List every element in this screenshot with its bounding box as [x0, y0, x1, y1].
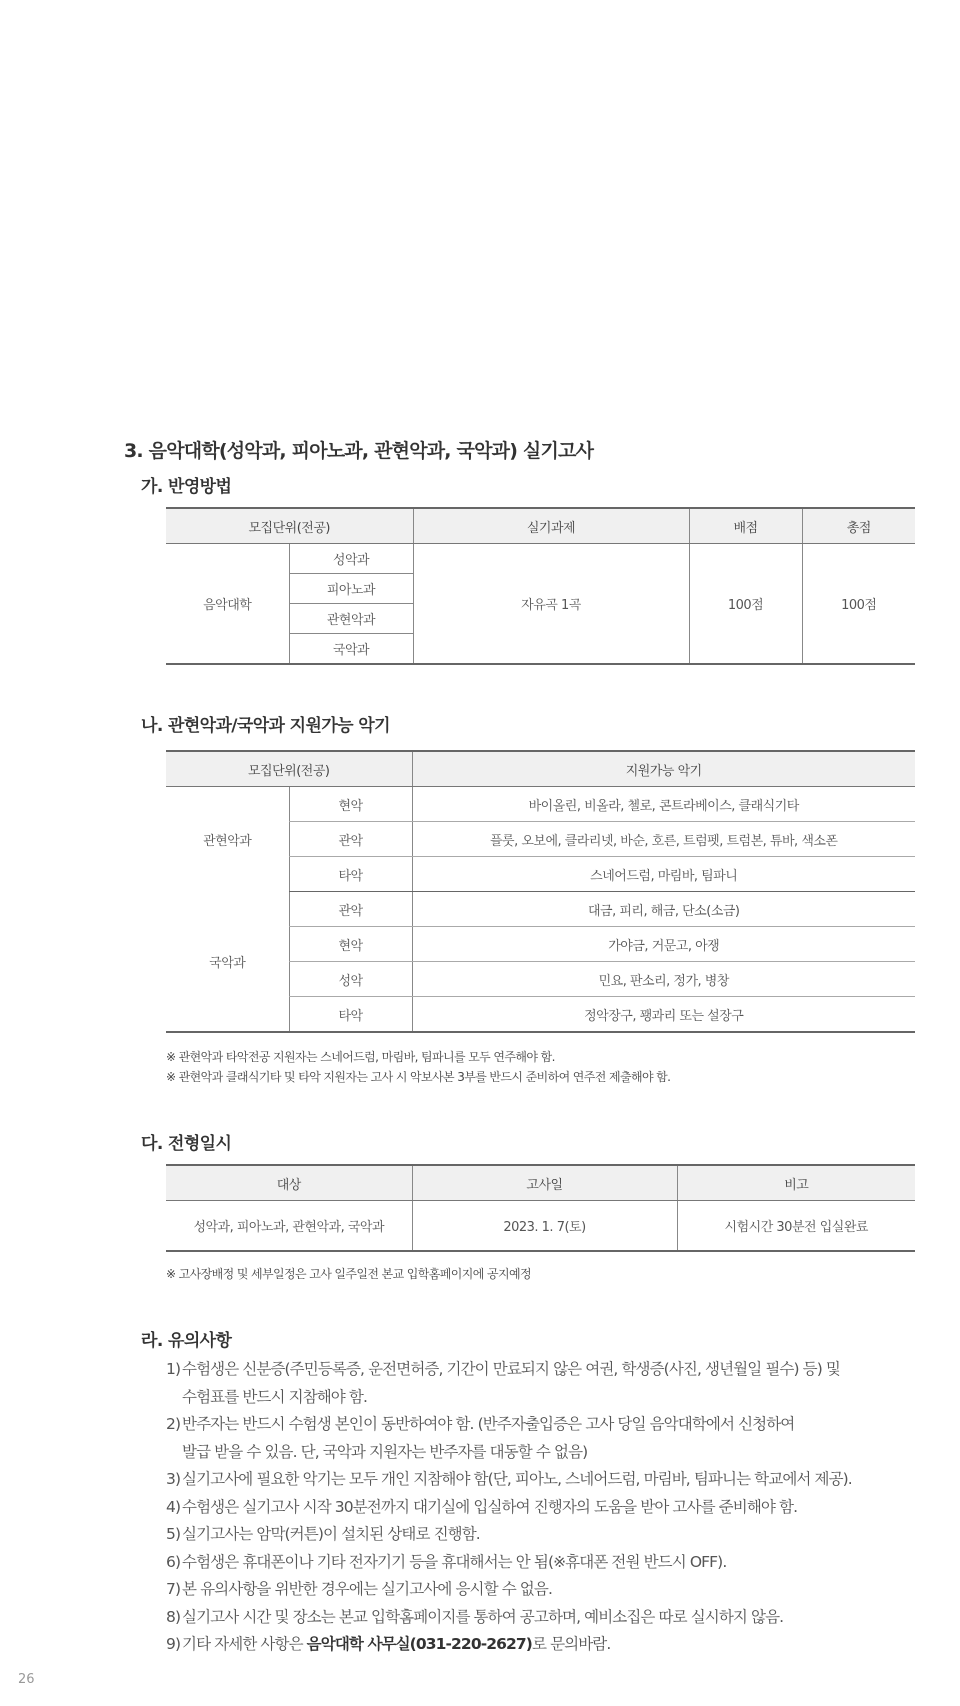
- list-cell: 정악장구, 꽹과리 또는 설장구: [584, 1008, 744, 1024]
- list-item: [166, 1494, 926, 1522]
- list-item: [166, 1604, 926, 1632]
- table-header-row: [166, 1165, 915, 1201]
- item-number: 8): [166, 1607, 181, 1626]
- type-cell: 관악: [289, 822, 412, 857]
- item-number: 2): [166, 1415, 181, 1433]
- cautions-title: 라. 유의사항: [141, 1331, 232, 1351]
- major-cell: 성악과: [289, 544, 413, 574]
- item-number: 1): [166, 1360, 181, 1378]
- caution-list: [166, 1356, 926, 1659]
- total-cell: 100점: [802, 544, 915, 665]
- type-cell: 타악: [289, 857, 412, 892]
- item-text: 실기고사에 필요한 악기는 모두 개인 지참해야 함(단, 피아노, 스네어드럼, 마림바, 팀파니는 학교에서 제공).: [182, 1470, 852, 1488]
- college-cell: 음악대학: [203, 598, 252, 613]
- type-cell: 타악: [289, 997, 412, 1033]
- major-cell: 피아노과: [289, 574, 413, 604]
- type-cell: 성악: [289, 962, 412, 997]
- list-cell: 바이올린, 비올라, 첼로, 콘트라베이스, 클래식기타: [412, 787, 915, 822]
- instruments-title: 나. 관현악과/국악과 지원가능 악기: [141, 716, 390, 736]
- header-cell: 배점: [689, 508, 802, 544]
- score-cell: 100점: [689, 544, 802, 665]
- header-cell: 모집단위(전공): [166, 751, 412, 787]
- list-item: [166, 1521, 926, 1549]
- item-number: 7): [166, 1580, 181, 1598]
- list-cell: 스네어드럼, 마림바, 팀파니: [412, 857, 915, 892]
- major-cell: 국악과: [289, 634, 413, 665]
- type-cell: 현악: [289, 787, 412, 822]
- dept-cell: 관현악과: [203, 833, 252, 849]
- date-cell: 2023. 1. 7(토): [412, 1201, 677, 1252]
- item-number: 3): [166, 1470, 181, 1488]
- table-header-row: [166, 751, 915, 787]
- item-text: 수험생은 실기고사 시작 30분전까지 대기실에 입실하여 진행자의 도움을 받아 고사를 준비해야 함.: [182, 1497, 798, 1516]
- item-number: 9): [166, 1635, 181, 1653]
- list-cell: 플룻, 오보에, 클라리넷, 바순, 호른, 트럼펫, 트럼본, 튜바, 색소폰: [412, 822, 915, 857]
- item-text-continued: 발급 받을 수 있음. 단, 국악과 지원자는 반주자를 대동할 수 없음): [182, 1442, 588, 1461]
- schedule-note: ※ 고사장배정 및 세부일정은 고사 일주일전 본교 입학홈페이지에 공지예정: [166, 1267, 531, 1281]
- header-cell: 비고: [677, 1165, 915, 1201]
- list-item: [166, 1356, 926, 1411]
- header-cell: 실기과제: [413, 508, 689, 544]
- item-text-tail: 로 문의바람.: [531, 1635, 611, 1653]
- item-text: 수험생은 휴대폰이나 기타 전자기기 등을 휴대해서는 안 됨(※휴대폰 전원 반드시 OFF).: [182, 1552, 727, 1571]
- table-header-row: [166, 508, 915, 544]
- page-number: 26: [18, 1672, 35, 1687]
- item-number: 6): [166, 1552, 181, 1571]
- item-text: 실기고사 시간 및 장소는 본교 입학홈페이지를 통하여 공고하며, 예비소집은 따로 실시하지 않음.: [182, 1607, 784, 1626]
- section-title: 3. 음악대학(성악과, 피아노과, 관현악과, 국악과) 실기고사: [124, 440, 594, 462]
- list-cell: 가야금, 거문고, 아쟁: [412, 927, 915, 962]
- table-row: [166, 1201, 915, 1252]
- list-cell: 민요, 판소리, 정가, 병창: [412, 962, 915, 997]
- item-number: 4): [166, 1497, 181, 1516]
- remark-cell: 시험시간 30분전 입실완료: [677, 1201, 915, 1252]
- list-item: [166, 1411, 926, 1466]
- header-cell: 총점: [802, 508, 915, 544]
- item-text-continued: 수험표를 반드시 지참해야 함.: [182, 1387, 367, 1406]
- reflection-title: 가. 반영방법: [141, 477, 232, 497]
- item-number: 5): [166, 1525, 181, 1543]
- item-text: 수험생은 신분증(주민등록증, 운전면허증, 기간이 만료되지 않은 여권, 학생증(사진, 생년월일 필수) 등) 및: [182, 1360, 840, 1378]
- schedule-table: [166, 1164, 915, 1252]
- header-cell: 고사일: [412, 1165, 677, 1201]
- item-text: 기타 자세한 사항은: [182, 1635, 307, 1653]
- contact-office: 음악대학 사무실(031-220-2627): [306, 1635, 532, 1653]
- list-cell: 대금, 피리, 해금, 단소(소금): [412, 892, 915, 927]
- item-text: 반주자는 반드시 수험생 본인이 동반하여야 함. (반주자출입증은 고사 당일 음악대학에서 신청하여: [182, 1415, 795, 1433]
- table-row: [166, 544, 915, 574]
- item-text: 본 유의사항을 위반한 경우에는 실기고사에 응시할 수 없음.: [182, 1580, 552, 1598]
- type-cell: 현악: [289, 927, 412, 962]
- list-item: [166, 1576, 926, 1604]
- instruments-table: [166, 750, 915, 1033]
- table-row: [166, 892, 915, 927]
- schedule-title: 다. 전형일시: [141, 1134, 232, 1154]
- table-row: [166, 787, 915, 822]
- instrument-note: ※ 관현악과 클래식기타 및 타악 지원자는 고사 시 악보사본 3부를 반드시 준비하여 연주전 제출해야 함.: [166, 1070, 671, 1084]
- reflection-table: [166, 507, 915, 665]
- list-item: [166, 1549, 926, 1577]
- target-cell: 성악과, 피아노과, 관현악과, 국악과: [193, 1220, 385, 1235]
- type-cell: 관악: [289, 892, 412, 927]
- list-item: [166, 1466, 926, 1494]
- task-cell: 자유곡 1곡: [413, 544, 689, 665]
- header-cell: 지원가능 악기: [412, 751, 915, 787]
- header-cell: 대상: [166, 1165, 412, 1201]
- major-cell: 관현악과: [289, 604, 413, 634]
- instrument-note: ※ 관현악과 타악전공 지원자는 스네어드럼, 마림바, 팀파니를 모두 연주해야 함.: [166, 1050, 555, 1064]
- dept-cell: 국악과: [209, 955, 246, 971]
- header-cell: 모집단위(전공): [166, 508, 413, 544]
- list-item: [166, 1631, 926, 1659]
- item-text: 실기고사는 암막(커튼)이 설치된 상태로 진행함.: [182, 1525, 480, 1543]
